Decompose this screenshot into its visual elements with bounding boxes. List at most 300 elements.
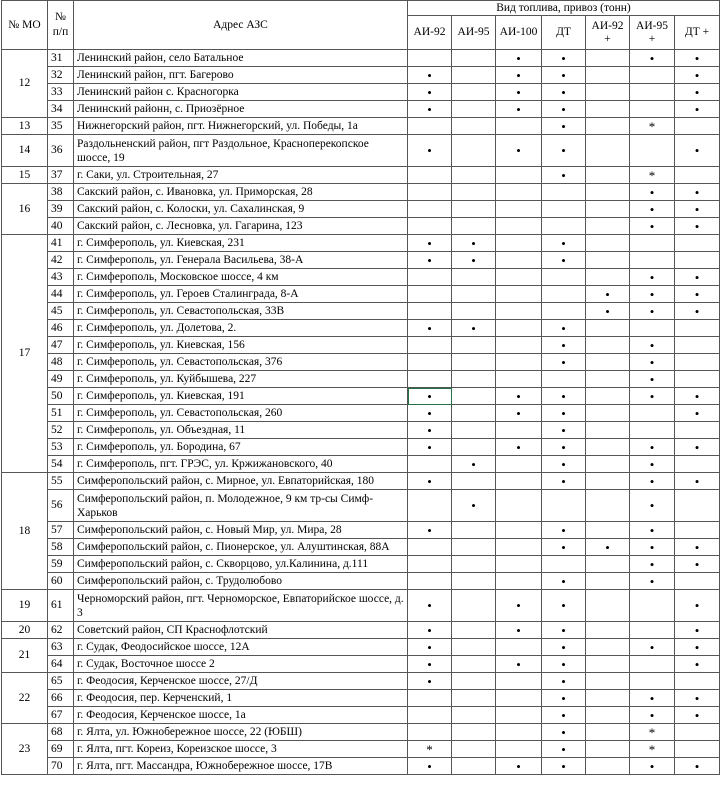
fuel-mark-cell[interactable]: • (496, 135, 542, 167)
fuel-mark-cell[interactable]: • (408, 439, 452, 456)
address-cell[interactable]: г. Феодосия, пер. Керченский, 1 (74, 690, 408, 707)
fuel-mark-cell[interactable] (586, 673, 630, 690)
fuel-mark-cell[interactable] (542, 286, 586, 303)
fuel-mark-cell[interactable]: • (542, 590, 586, 622)
fuel-mark-cell[interactable] (586, 235, 630, 252)
fuel-mark-cell[interactable]: • (675, 590, 720, 622)
fuel-mark-cell[interactable] (630, 252, 675, 269)
fuel-mark-cell[interactable] (542, 303, 586, 320)
row-number-cell[interactable]: 67 (48, 707, 74, 724)
row-number-cell[interactable]: 32 (48, 67, 74, 84)
address-cell[interactable]: г. Симферополь, ул. Долетова, 2. (74, 320, 408, 337)
fuel-mark-cell[interactable] (496, 303, 542, 320)
fuel-mark-cell[interactable]: • (630, 286, 675, 303)
address-cell[interactable]: Сакский район, с. Ивановка, ул. Приморская, 28 (74, 184, 408, 201)
fuel-mark-cell[interactable] (496, 522, 542, 539)
fuel-mark-cell[interactable]: • (630, 573, 675, 590)
fuel-mark-cell[interactable] (452, 590, 496, 622)
fuel-mark-cell[interactable] (630, 135, 675, 167)
fuel-mark-cell[interactable] (675, 573, 720, 590)
address-cell[interactable]: г. Симферополь, Московское шоссе, 4 км (74, 269, 408, 286)
fuel-mark-cell[interactable]: • (675, 539, 720, 556)
fuel-mark-cell[interactable]: • (496, 50, 542, 67)
fuel-mark-cell[interactable]: • (408, 758, 452, 775)
address-cell[interactable]: Ленинский район, село Батальное (74, 50, 408, 67)
fuel-mark-cell[interactable] (675, 337, 720, 354)
fuel-mark-cell[interactable] (586, 456, 630, 473)
fuel-mark-cell[interactable]: • (452, 235, 496, 252)
fuel-mark-cell[interactable] (542, 201, 586, 218)
fuel-mark-cell[interactable]: • (542, 473, 586, 490)
fuel-mark-cell[interactable] (452, 50, 496, 67)
fuel-mark-cell[interactable] (586, 405, 630, 422)
fuel-mark-cell[interactable] (675, 724, 720, 741)
fuel-mark-cell[interactable]: * (630, 741, 675, 758)
fuel-mark-cell[interactable] (586, 371, 630, 388)
fuel-mark-cell[interactable]: • (630, 639, 675, 656)
row-number-cell[interactable]: 44 (48, 286, 74, 303)
fuel-mark-cell[interactable] (452, 118, 496, 135)
fuel-mark-cell[interactable] (586, 135, 630, 167)
fuel-mark-cell[interactable] (452, 337, 496, 354)
fuel-mark-cell[interactable]: • (630, 201, 675, 218)
address-cell[interactable]: г. Симферополь, ул. Куйбышева, 227 (74, 371, 408, 388)
fuel-mark-cell[interactable] (452, 656, 496, 673)
fuel-mark-cell[interactable]: • (496, 590, 542, 622)
row-number-cell[interactable]: 64 (48, 656, 74, 673)
fuel-mark-cell[interactable] (586, 439, 630, 456)
fuel-mark-cell[interactable] (408, 573, 452, 590)
address-cell[interactable]: Симферопольский район, с. Скворцово, ул.Калинина, д.111 (74, 556, 408, 573)
fuel-mark-cell[interactable] (496, 456, 542, 473)
row-number-cell[interactable]: 60 (48, 573, 74, 590)
fuel-mark-cell[interactable]: • (675, 439, 720, 456)
fuel-mark-cell[interactable] (496, 573, 542, 590)
fuel-mark-cell[interactable] (586, 590, 630, 622)
fuel-mark-cell[interactable] (452, 201, 496, 218)
fuel-mark-cell[interactable] (675, 354, 720, 371)
address-cell[interactable]: г. Симферополь, ул. Генерала Васильева, 38-А (74, 252, 408, 269)
fuel-mark-cell[interactable]: • (630, 758, 675, 775)
fuel-mark-cell[interactable]: • (630, 337, 675, 354)
fuel-mark-cell[interactable] (496, 184, 542, 201)
mo-cell[interactable]: 21 (2, 639, 48, 673)
fuel-mark-cell[interactable]: • (675, 622, 720, 639)
fuel-mark-cell[interactable]: • (542, 724, 586, 741)
fuel-mark-cell[interactable]: • (542, 622, 586, 639)
fuel-mark-cell[interactable] (542, 490, 586, 522)
fuel-mark-cell[interactable]: • (542, 135, 586, 167)
fuel-mark-cell[interactable] (586, 252, 630, 269)
fuel-mark-cell[interactable] (452, 167, 496, 184)
fuel-mark-cell[interactable] (496, 320, 542, 337)
mo-cell[interactable]: 19 (2, 590, 48, 622)
mo-cell[interactable]: 12 (2, 50, 48, 118)
fuel-mark-cell[interactable]: • (630, 707, 675, 724)
fuel-mark-cell[interactable]: • (542, 456, 586, 473)
fuel-mark-cell[interactable] (542, 218, 586, 235)
address-cell[interactable]: г. Судак, Восточное шоссе 2 (74, 656, 408, 673)
address-cell[interactable]: г. Ялта, пгт. Кореиз, Кореизское шоссе, 3 (74, 741, 408, 758)
fuel-mark-cell[interactable] (452, 67, 496, 84)
fuel-mark-cell[interactable]: • (408, 473, 452, 490)
row-number-cell[interactable]: 46 (48, 320, 74, 337)
fuel-mark-cell[interactable] (496, 473, 542, 490)
fuel-mark-cell[interactable]: • (630, 456, 675, 473)
fuel-mark-cell[interactable] (675, 522, 720, 539)
fuel-mark-cell[interactable] (408, 201, 452, 218)
fuel-mark-cell[interactable] (496, 490, 542, 522)
fuel-mark-cell[interactable] (408, 371, 452, 388)
fuel-mark-cell[interactable]: • (630, 439, 675, 456)
address-cell[interactable]: г. Симферополь, ул. Героев Сталинграда, 8-А (74, 286, 408, 303)
row-number-cell[interactable]: 61 (48, 590, 74, 622)
row-number-cell[interactable]: 49 (48, 371, 74, 388)
fuel-mark-cell[interactable]: • (675, 101, 720, 118)
fuel-mark-cell[interactable] (586, 388, 630, 405)
fuel-mark-cell[interactable]: • (586, 303, 630, 320)
fuel-mark-cell[interactable] (496, 741, 542, 758)
fuel-mark-cell[interactable] (408, 50, 452, 67)
fuel-mark-cell[interactable]: • (542, 388, 586, 405)
fuel-mark-cell[interactable]: • (542, 639, 586, 656)
fuel-mark-cell[interactable] (452, 303, 496, 320)
fuel-mark-cell[interactable] (630, 422, 675, 439)
fuel-mark-cell[interactable]: • (630, 556, 675, 573)
fuel-mark-cell[interactable] (586, 118, 630, 135)
fuel-mark-cell[interactable] (675, 673, 720, 690)
fuel-mark-cell[interactable]: • (542, 690, 586, 707)
fuel-mark-cell[interactable] (496, 354, 542, 371)
row-number-cell[interactable]: 58 (48, 539, 74, 556)
address-cell[interactable]: г. Симферополь, ул. Севастопольская, 260 (74, 405, 408, 422)
row-number-cell[interactable]: 63 (48, 639, 74, 656)
row-number-cell[interactable]: 31 (48, 50, 74, 67)
address-cell[interactable]: г. Симферополь, ул. Объездная, 11 (74, 422, 408, 439)
fuel-mark-cell[interactable] (542, 556, 586, 573)
fuel-mark-cell[interactable]: • (408, 235, 452, 252)
fuel-mark-cell[interactable] (586, 337, 630, 354)
fuel-mark-cell[interactable] (496, 252, 542, 269)
fuel-mark-cell[interactable]: • (675, 50, 720, 67)
fuel-mark-cell[interactable] (630, 101, 675, 118)
fuel-mark-cell[interactable]: • (675, 707, 720, 724)
fuel-mark-cell[interactable] (586, 690, 630, 707)
fuel-mark-cell[interactable]: • (675, 473, 720, 490)
fuel-mark-cell[interactable] (452, 622, 496, 639)
fuel-mark-cell[interactable] (452, 473, 496, 490)
fuel-mark-cell[interactable] (408, 354, 452, 371)
row-number-cell[interactable]: 59 (48, 556, 74, 573)
fuel-mark-cell[interactable] (586, 639, 630, 656)
fuel-mark-cell[interactable]: • (542, 337, 586, 354)
fuel-mark-cell[interactable]: • (408, 320, 452, 337)
address-cell[interactable]: г. Ялта, ул. Южнобережное шоссе, 22 (ЮБШ) (74, 724, 408, 741)
fuel-mark-cell[interactable]: • (675, 405, 720, 422)
row-number-cell[interactable]: 68 (48, 724, 74, 741)
row-number-cell[interactable]: 38 (48, 184, 74, 201)
fuel-mark-cell[interactable]: • (496, 405, 542, 422)
address-cell[interactable]: г. Феодосия, Керченское шоссе, 27/Д (74, 673, 408, 690)
fuel-mark-cell[interactable] (542, 184, 586, 201)
fuel-mark-cell[interactable] (496, 201, 542, 218)
row-number-cell[interactable]: 43 (48, 269, 74, 286)
fuel-mark-cell[interactable] (630, 405, 675, 422)
fuel-mark-cell[interactable]: • (542, 167, 586, 184)
address-cell[interactable]: Симферопольский район, п. Молодежное, 9 км тр-сы Симф-Харьков (74, 490, 408, 522)
fuel-mark-cell[interactable]: • (496, 622, 542, 639)
fuel-mark-cell[interactable]: • (630, 303, 675, 320)
address-cell[interactable]: г. Симферополь, ул. Севастопольская, 376 (74, 354, 408, 371)
fuel-mark-cell[interactable] (586, 354, 630, 371)
fuel-mark-cell[interactable]: • (496, 84, 542, 101)
row-number-cell[interactable]: 53 (48, 439, 74, 456)
fuel-mark-cell[interactable]: • (675, 690, 720, 707)
mo-cell[interactable]: 20 (2, 622, 48, 639)
fuel-mark-cell[interactable] (452, 405, 496, 422)
fuel-mark-cell[interactable]: * (630, 118, 675, 135)
fuel-mark-cell[interactable]: • (408, 590, 452, 622)
address-cell[interactable]: Нижнегорский район, пгт. Нижнегорский, ул. Победы, 1а (74, 118, 408, 135)
row-number-cell[interactable]: 62 (48, 622, 74, 639)
fuel-mark-cell[interactable] (675, 118, 720, 135)
address-cell[interactable]: Сакский район, с. Лесновка, ул. Гагарина, 123 (74, 218, 408, 235)
fuel-mark-cell[interactable] (408, 456, 452, 473)
fuel-mark-cell[interactable] (496, 673, 542, 690)
fuel-mark-cell[interactable] (675, 371, 720, 388)
address-cell[interactable]: Симферопольский район, с. Мирное, ул. Евпаторийская, 180 (74, 473, 408, 490)
fuel-mark-cell[interactable] (496, 539, 542, 556)
fuel-mark-cell[interactable] (586, 490, 630, 522)
fuel-mark-cell[interactable] (452, 184, 496, 201)
row-number-cell[interactable]: 47 (48, 337, 74, 354)
fuel-mark-cell[interactable]: • (542, 50, 586, 67)
fuel-mark-cell[interactable] (675, 167, 720, 184)
row-number-cell[interactable]: 54 (48, 456, 74, 473)
address-cell[interactable]: Раздольненский район, пгт Раздольное, Красноперекопское шоссе, 19 (74, 135, 408, 167)
fuel-mark-cell[interactable] (496, 371, 542, 388)
fuel-mark-cell[interactable] (586, 473, 630, 490)
mo-cell[interactable]: 22 (2, 673, 48, 724)
fuel-mark-cell[interactable]: • (675, 67, 720, 84)
fuel-mark-cell[interactable] (452, 84, 496, 101)
address-cell[interactable]: г. Симферополь, ул. Киевская, 231 (74, 235, 408, 252)
fuel-mark-cell[interactable] (408, 690, 452, 707)
fuel-mark-cell[interactable] (496, 337, 542, 354)
fuel-mark-cell[interactable]: • (496, 388, 542, 405)
fuel-mark-cell[interactable] (408, 556, 452, 573)
fuel-mark-cell[interactable]: • (630, 50, 675, 67)
fuel-mark-cell[interactable] (675, 320, 720, 337)
fuel-mark-cell[interactable] (408, 218, 452, 235)
fuel-mark-cell[interactable]: • (630, 371, 675, 388)
fuel-mark-cell[interactable]: * (408, 741, 452, 758)
fuel-mark-cell[interactable]: • (630, 473, 675, 490)
fuel-mark-cell[interactable] (452, 422, 496, 439)
fuel-mark-cell[interactable] (675, 456, 720, 473)
fuel-mark-cell[interactable] (630, 235, 675, 252)
mo-cell[interactable]: 23 (2, 724, 48, 775)
fuel-mark-cell[interactable]: • (542, 539, 586, 556)
fuel-mark-cell[interactable]: • (408, 101, 452, 118)
fuel-mark-cell[interactable] (586, 50, 630, 67)
fuel-mark-cell[interactable]: • (675, 303, 720, 320)
fuel-mark-cell[interactable] (496, 269, 542, 286)
row-number-cell[interactable]: 70 (48, 758, 74, 775)
fuel-mark-cell[interactable] (586, 573, 630, 590)
fuel-mark-cell[interactable]: • (542, 656, 586, 673)
fuel-mark-cell[interactable] (675, 490, 720, 522)
row-number-cell[interactable]: 55 (48, 473, 74, 490)
fuel-mark-cell[interactable]: • (630, 490, 675, 522)
fuel-mark-cell[interactable] (452, 573, 496, 590)
address-cell[interactable]: г. Феодосия, Керченское шоссе, 1а (74, 707, 408, 724)
fuel-mark-cell[interactable] (496, 556, 542, 573)
mo-cell[interactable]: 18 (2, 473, 48, 590)
fuel-mark-cell[interactable] (408, 337, 452, 354)
fuel-mark-cell[interactable]: • (630, 354, 675, 371)
fuel-mark-cell[interactable] (586, 84, 630, 101)
row-number-cell[interactable]: 36 (48, 135, 74, 167)
address-cell[interactable]: Ленинский район с. Красногорка (74, 84, 408, 101)
fuel-mark-cell[interactable]: • (542, 320, 586, 337)
mo-cell[interactable]: 15 (2, 167, 48, 184)
row-number-cell[interactable]: 37 (48, 167, 74, 184)
fuel-mark-cell[interactable]: * (630, 724, 675, 741)
fuel-mark-cell[interactable]: • (675, 201, 720, 218)
fuel-mark-cell[interactable] (408, 118, 452, 135)
fuel-mark-cell[interactable]: • (452, 456, 496, 473)
fuel-mark-cell[interactable] (408, 724, 452, 741)
fuel-mark-cell[interactable]: • (408, 673, 452, 690)
fuel-mark-cell[interactable]: • (496, 439, 542, 456)
fuel-mark-cell[interactable]: • (408, 135, 452, 167)
fuel-mark-cell[interactable] (630, 590, 675, 622)
fuel-mark-cell[interactable]: • (408, 84, 452, 101)
fuel-mark-cell[interactable] (452, 388, 496, 405)
address-cell[interactable]: г. Симферополь, ул. Киевская, 191 (74, 388, 408, 405)
fuel-mark-cell[interactable] (630, 67, 675, 84)
fuel-mark-cell[interactable]: • (408, 67, 452, 84)
row-number-cell[interactable]: 41 (48, 235, 74, 252)
fuel-mark-cell[interactable]: • (675, 135, 720, 167)
fuel-mark-cell[interactable]: • (586, 539, 630, 556)
row-number-cell[interactable]: 39 (48, 201, 74, 218)
fuel-mark-cell[interactable] (452, 673, 496, 690)
fuel-mark-cell[interactable] (586, 201, 630, 218)
fuel-mark-cell[interactable]: • (408, 622, 452, 639)
fuel-mark-cell[interactable]: • (542, 252, 586, 269)
fuel-mark-cell[interactable]: • (630, 269, 675, 286)
fuel-mark-cell[interactable]: • (675, 758, 720, 775)
fuel-mark-cell[interactable] (452, 724, 496, 741)
fuel-mark-cell[interactable]: • (630, 218, 675, 235)
fuel-mark-cell[interactable] (542, 269, 586, 286)
fuel-mark-cell[interactable]: • (630, 539, 675, 556)
fuel-mark-cell[interactable]: • (408, 388, 452, 405)
fuel-mark-cell[interactable] (675, 252, 720, 269)
fuel-mark-cell[interactable] (586, 67, 630, 84)
fuel-mark-cell[interactable]: • (542, 439, 586, 456)
fuel-mark-cell[interactable]: • (408, 252, 452, 269)
address-cell[interactable]: г. Симферополь, ул. Киевская, 156 (74, 337, 408, 354)
fuel-mark-cell[interactable]: • (496, 758, 542, 775)
mo-cell[interactable]: 13 (2, 118, 48, 135)
row-number-cell[interactable]: 48 (48, 354, 74, 371)
fuel-mark-cell[interactable] (586, 269, 630, 286)
row-number-cell[interactable]: 50 (48, 388, 74, 405)
fuel-mark-cell[interactable]: • (452, 490, 496, 522)
row-number-cell[interactable]: 69 (48, 741, 74, 758)
address-cell[interactable]: г. Судак, Феодосийское шоссе, 12А (74, 639, 408, 656)
fuel-mark-cell[interactable]: • (542, 522, 586, 539)
fuel-mark-cell[interactable] (586, 101, 630, 118)
fuel-mark-cell[interactable] (496, 286, 542, 303)
fuel-mark-cell[interactable] (452, 371, 496, 388)
fuel-mark-cell[interactable]: • (408, 656, 452, 673)
row-number-cell[interactable]: 42 (48, 252, 74, 269)
address-cell[interactable]: Советский район, СП Краснофлотский (74, 622, 408, 639)
fuel-mark-cell[interactable] (408, 303, 452, 320)
fuel-mark-cell[interactable] (586, 656, 630, 673)
address-cell[interactable]: г. Симферополь, ул. Бородина, 67 (74, 439, 408, 456)
fuel-mark-cell[interactable]: • (452, 320, 496, 337)
row-number-cell[interactable]: 57 (48, 522, 74, 539)
fuel-mark-cell[interactable] (452, 707, 496, 724)
fuel-mark-cell[interactable] (452, 522, 496, 539)
fuel-mark-cell[interactable]: • (586, 286, 630, 303)
fuel-mark-cell[interactable]: • (675, 184, 720, 201)
fuel-mark-cell[interactable] (586, 218, 630, 235)
row-number-cell[interactable]: 45 (48, 303, 74, 320)
fuel-mark-cell[interactable] (496, 218, 542, 235)
fuel-mark-cell[interactable] (630, 656, 675, 673)
fuel-mark-cell[interactable] (496, 167, 542, 184)
fuel-mark-cell[interactable] (496, 118, 542, 135)
fuel-mark-cell[interactable] (630, 622, 675, 639)
fuel-mark-cell[interactable] (452, 758, 496, 775)
fuel-mark-cell[interactable]: • (408, 522, 452, 539)
fuel-mark-cell[interactable] (630, 673, 675, 690)
fuel-mark-cell[interactable] (630, 84, 675, 101)
fuel-mark-cell[interactable] (452, 286, 496, 303)
mo-cell[interactable]: 14 (2, 135, 48, 167)
fuel-mark-cell[interactable]: • (542, 118, 586, 135)
fuel-mark-cell[interactable]: • (542, 673, 586, 690)
fuel-mark-cell[interactable]: • (675, 286, 720, 303)
fuel-mark-cell[interactable] (452, 690, 496, 707)
address-cell[interactable]: Симферопольский район, с. Пионерское, ул. Алуштинская, 88А (74, 539, 408, 556)
fuel-mark-cell[interactable]: * (630, 167, 675, 184)
address-cell[interactable]: г. Ялта, пгт. Массандра, Южнобережное шоссе, 17В (74, 758, 408, 775)
fuel-mark-cell[interactable]: • (542, 84, 586, 101)
address-cell[interactable]: Симферопольский район, с. Трудолюбово (74, 573, 408, 590)
fuel-mark-cell[interactable]: • (496, 101, 542, 118)
fuel-mark-cell[interactable] (586, 707, 630, 724)
fuel-mark-cell[interactable]: • (630, 522, 675, 539)
fuel-mark-cell[interactable]: • (496, 67, 542, 84)
fuel-mark-cell[interactable] (542, 371, 586, 388)
fuel-mark-cell[interactable] (675, 741, 720, 758)
address-cell[interactable]: г. Саки, ул. Строительная, 27 (74, 167, 408, 184)
mo-cell[interactable]: 17 (2, 235, 48, 473)
fuel-mark-cell[interactable]: • (675, 556, 720, 573)
fuel-mark-cell[interactable] (408, 286, 452, 303)
fuel-mark-cell[interactable] (452, 135, 496, 167)
fuel-mark-cell[interactable]: • (630, 690, 675, 707)
fuel-mark-cell[interactable] (452, 218, 496, 235)
row-number-cell[interactable]: 35 (48, 118, 74, 135)
